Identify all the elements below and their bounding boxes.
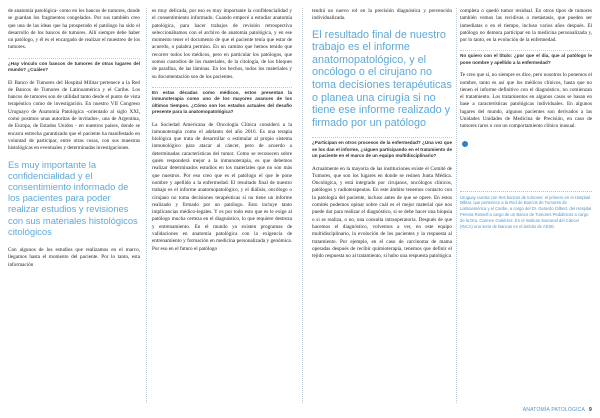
column-divider	[302, 8, 304, 403]
pull-quote: Es muy importante la confidencialidad y el consentimiento informado de los pacientes para poder realizar estudios y revisiones con sus materiales histológicos citológicos	[8, 158, 138, 237]
column-3	[312, 8, 452, 266]
body-paragraph: El Banco de Tumores del Hospital Militar pertenece a la Red de Bancos de Tumores de Latinoamérica y el Caribe. Los bancos de tumores son de utilidad tanto desde el punto de vista terapéutico como de investigación. En nuestro VII Congreso Uruguayo de Anatomía Patológica -orientado al siglo XXI, como postmos unas autoritas de invitados-, una de Argentina, de Europa, de Estados Unidos - en nuestros países, donde se encarra estrecha garantizado que el paciente ha manifestado en voluntad de participar, entre otras cosas, con sus muestras histológicas en eventuales y determinadas investigaciones.	[8, 79, 140, 152]
body-paragraph: Actualmente en la mayoría de las instituciones existe el Comité de Tumores, que son los lugares en donde se reúnen Junta Médica. Oncológica, y está integrado por cirujanos, oncólogos clínicos, patólogos y radioterapeutas. En este ámbito tenemos contacto con la patología del paciente, incluso antes de que se opere. En estos comités podemos opinar sobre cuál es el mejor material que nos puede dar para realizar el diagnóstico, si se debe hacer una biopsia o si se realiza, o no, una consulta intraoperatoria. Después de que hacemos el diagnóstico, volvemos a ver, en este equipo multidisciplinario, la evolución de los pacientes y la respuesta al tratamiento. Por ejemplo, en el caso de carcinoma de mama operadas después de recibir quimioterapia, tenemos que definir el tejido respuesta no al tratamiento, si hubo una respuesta patológica	[312, 165, 452, 260]
interview-question: ¿Hay vínculo con bancos de tumores de otras lugares del mundo? ¿Cuáles?	[8, 60, 140, 73]
column-divider	[146, 8, 148, 403]
divider	[312, 137, 452, 138]
page-number: 9	[589, 407, 592, 413]
interview-question: En estas décadas como médicos, estos presentan la inmunoterapia como uno de los mayores avances de los últimos tiempos. ¿Cómo son los estados actuales del desafío presente para la anatomopatológica?	[152, 89, 292, 115]
body-paragraph: completa o quedó tumor residual. En otros tipos de tumores también vemos las recidivas o metástasis, que pueden ser inmediatas o en el tiempo, incluso varios años después. El patólogo no demora participar en la medicina personalizada y, por lo tanto, en la evolución de la enfermedad.	[460, 8, 592, 44]
sidebar-caption: Uruguay cuenta con tres bancos de tumores: el primero en el Hospital Militar, que pertenece a la Red de Bancos de Tumores de Latinoamérica y el Caribe, a cargo del Dr. Gerardo Gilbert, del Hospital Pereira Rossell a cargo de un Banco de Tumores Pediátricos a cargo de la Dra. Carmen Gutiérrez. En el Instituto Nacional del Cáncer (INCA) una serie de Bancos en el ámbito de ASSE.	[460, 191, 592, 230]
body-paragraph: de anatomía patológica- como en los bancos de tumores, donde se guardan los fragmentos congelados. Por sus también creo que una de las ideas que ha prosperado el patólogo ha sido el desarrollo de los bancos de tumores. Allí siempre debe haber un patólogo, y él es el encargado de realizar el muestreo de los tumores.	[8, 8, 140, 51]
column-1	[8, 8, 140, 275]
section-name: ANATOMÍA PATOLÓGICA	[522, 407, 586, 413]
body-paragraph: Con algunos de los estudios que realizamos en el marco, llegamos hasta el momento del paciente. Por lo tanto, esta información	[8, 246, 140, 268]
body-paragraph: es muy delicada, por eso es muy importante la confidencialidad y el consentimiento informado. Cuando empecé a estudiar anatomía patológica, para hacer trabajos de revisión retrospectiva seleccionábamos con el archivo de anatomía patológica, y en ese momento tener el documento de que el paciente tenía que estar de acuerdo, o palabra permiso. En un camino que hemos tenido que recorrer todos los médicos, pero en particular los patólogos, que somos custodios de los materiales, de la citología, de los bloques de parafina, de las láminas. En los hechos, todos los materiales y su documentación son de los pacientes.	[152, 8, 292, 80]
body-paragraph: Te creo que sí, no siempre es dice, pero nosotros lo ponemos el nombre, tanto es así que los médicos clínicos, hasta que no tienen el informe definitivo con el diagnóstico, no comienzan el tratamiento. Los tratamientos en algunos casos se basan en base a características patológicas individuales. En algunos lugares del mundo, algunos pacientes son derivados a las Unidades Unidades de Medicina de Precisión, en caso de tumores raros o con un comportamiento clínico inusual.	[460, 72, 592, 130]
interview-question: ¿Participan en otros procesos de la enfermedad? ¿Una vez que se los dan el informe, ¿siguen participando en el tratamiento de un paciente en el marco de un equipo multidisciplinario?	[312, 140, 452, 159]
divider	[460, 50, 592, 51]
interview-question: No quiero con el título: ¿por que el día, que al patólogo le pone nombre y apellido a la enfermedad?	[460, 53, 592, 65]
column-4	[460, 8, 592, 229]
column-divider	[456, 8, 458, 403]
column-2	[152, 8, 292, 259]
pull-quote: El resultado final de nuestro trabajo es el informe anatomopatológico, y el oncólogo o el cirujano no toma decisiones terapéuticas o planea una cirugía si no tiene ese informe realizado y firmado por un patólogo	[312, 28, 452, 129]
body-paragraph: La Sociedad Americana de Oncología Clínica consideró a la inmunoterapia como el adelanto del año 2016. Es una terapia biológica que trata de desarrollar o estimular al propio sistema inmunológico para atacar al cáncer, pero de acuerdo a determinadas características del tumor. Como se reconocen sobre quién responderá mejor a la inmunoterapia, es que debemos realizar determinados estudios en los materiales que no son más que nuestros. Por eso creo que es el patólogo el que le pone nombre y apellido a la enfermedad. El resultado final de nuestro trabajo es el informe anatomopatológico, y el diálisis, oncólogo o cirujano no toma decisiones terapéuticas si no tiene un informe realizado y firmado por un patólogo. Esto incluye tanto implicancias médico-legales. Y es por todo esto que es le exige al patólogo mucha certeza en el diagnóstico, lo que requiere destreza y entrenamiento. En el mundo ya existen programas de validaciones en anatomía patológica con la exigencia de entrenamiento y formación en medicina personalizada y genómica. Por eso en el futuro el patólogo	[152, 121, 292, 252]
bullet-dot-icon	[462, 141, 468, 147]
divider	[152, 87, 292, 88]
divider	[8, 58, 140, 59]
body-paragraph: tendrá un nuevo rol en la precisión diagnóstica y prevención individualizada.	[312, 8, 452, 22]
page-footer	[523, 407, 592, 413]
